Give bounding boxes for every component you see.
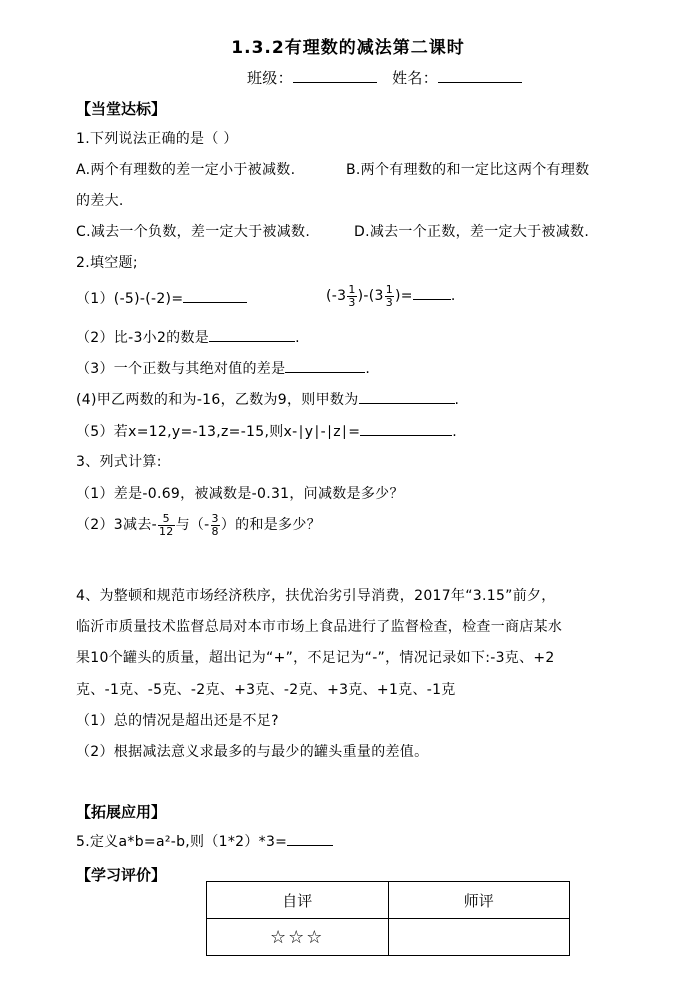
table-row bbox=[207, 919, 570, 956]
q4-line-4: 克、-1克、-5克、-2克、+3克、-2克、+3克、+1克、-1克 bbox=[76, 682, 456, 698]
q2-item-1a: （1）(-5)-(-2)= bbox=[76, 288, 247, 309]
answer-blank[interactable] bbox=[285, 358, 365, 373]
star-rating[interactable]: ☆☆☆ bbox=[207, 919, 389, 956]
fraction-one-third: $\frac{1}{3}$ bbox=[385, 282, 394, 309]
answer-blank[interactable] bbox=[287, 831, 333, 846]
q4-line-2: 临沂市质量技术监督总局对本市市场上食品进行了监督检查，检查一商店某水 bbox=[76, 619, 563, 635]
answer-blank[interactable] bbox=[360, 421, 452, 436]
self-eval-header: 自评 bbox=[207, 882, 389, 919]
q2-item-2: （2）比-3小2的数是 . bbox=[76, 327, 300, 348]
fraction-five-twelfths: $\frac{5}{12}$ bbox=[158, 511, 174, 538]
section-heading-practice: 【当堂达标】 bbox=[76, 100, 167, 118]
q4-item-1: （1）总的情况是超出还是不足? bbox=[76, 713, 279, 729]
q1-option-c: C.减去一个负数，差一定大于被减数. bbox=[76, 224, 311, 240]
section-heading-extension: 【拓展应用】 bbox=[76, 803, 167, 821]
q1-option-b: B.两个有理数的和一定比这两个有理数 bbox=[346, 162, 590, 178]
q4-line-3: 果10个罐头的质量，超出记为“+”，不足记为“-”，情况记录如下:-3克、+2 bbox=[76, 650, 555, 666]
answer-blank[interactable] bbox=[183, 288, 247, 303]
q2-item-3: （3）一个正数与其绝对值的差是 . bbox=[76, 358, 370, 379]
q1-option-a: A.两个有理数的差一定小于被减数. bbox=[76, 162, 296, 178]
name-blank[interactable] bbox=[438, 68, 522, 83]
q2-stem: 2.填空题; bbox=[76, 255, 138, 271]
fraction-one-third: $\frac{1}{3}$ bbox=[348, 282, 356, 309]
name-label: 姓名： bbox=[392, 69, 439, 87]
class-label: 班级： bbox=[247, 69, 293, 87]
q3-item-2: （2）3减去- $\frac{5}{12}$ 与（- $\frac{3}{8}$ ）的和是多少？ bbox=[76, 511, 321, 538]
answer-blank[interactable] bbox=[209, 327, 295, 342]
answer-blank[interactable] bbox=[413, 285, 451, 300]
fraction-three-eighths: $\frac{3}{8}$ bbox=[211, 511, 219, 538]
q5-item: 5.定义a*b=a²-b,则（1*2）*3= bbox=[76, 831, 333, 852]
answer-blank[interactable] bbox=[359, 389, 455, 404]
evaluation-table bbox=[206, 881, 570, 956]
q2-item-5: （5）若x=12,y=-13,z=-15,则x-∣y∣-∣z∣= . bbox=[76, 421, 457, 442]
section-heading-evaluation: 【学习评价】 bbox=[76, 866, 167, 884]
class-blank[interactable] bbox=[293, 68, 377, 83]
teacher-eval-header: 师评 bbox=[388, 882, 570, 919]
q4-item-2: （2）根据减法意义求最多的与最少的罐头重量的差值。 bbox=[76, 744, 429, 760]
table-row bbox=[207, 882, 570, 919]
q3-stem: 3、列式计算: bbox=[76, 454, 162, 470]
q1-stem: 1.下列说法正确的是（ ） bbox=[76, 131, 238, 147]
q4-line-1: 4、为整顿和规范市场经济秩序，扶优治劣引导消费，2017年“3.15”前夕， bbox=[76, 588, 556, 604]
q3-item-1: （1）差是-0.69，被减数是-0.31，问减数是多少？ bbox=[76, 486, 404, 502]
q2-item-1b: (-3 $\frac{1}{3}$ )-(3 $\frac{1}{3}$ )= . bbox=[326, 282, 456, 309]
page-title: 1.3.2有理数的减法第二课时 bbox=[231, 38, 465, 58]
teacher-eval-cell[interactable] bbox=[388, 919, 570, 956]
q1-option-d: D.减去一个正数，差一定大于被减数. bbox=[354, 224, 590, 240]
class-name-line bbox=[247, 68, 522, 88]
q2-item-4: (4)甲乙两数的和为-16，乙数为9，则甲数为 . bbox=[76, 389, 459, 410]
q1-option-b-continued: 的差大. bbox=[76, 193, 124, 209]
